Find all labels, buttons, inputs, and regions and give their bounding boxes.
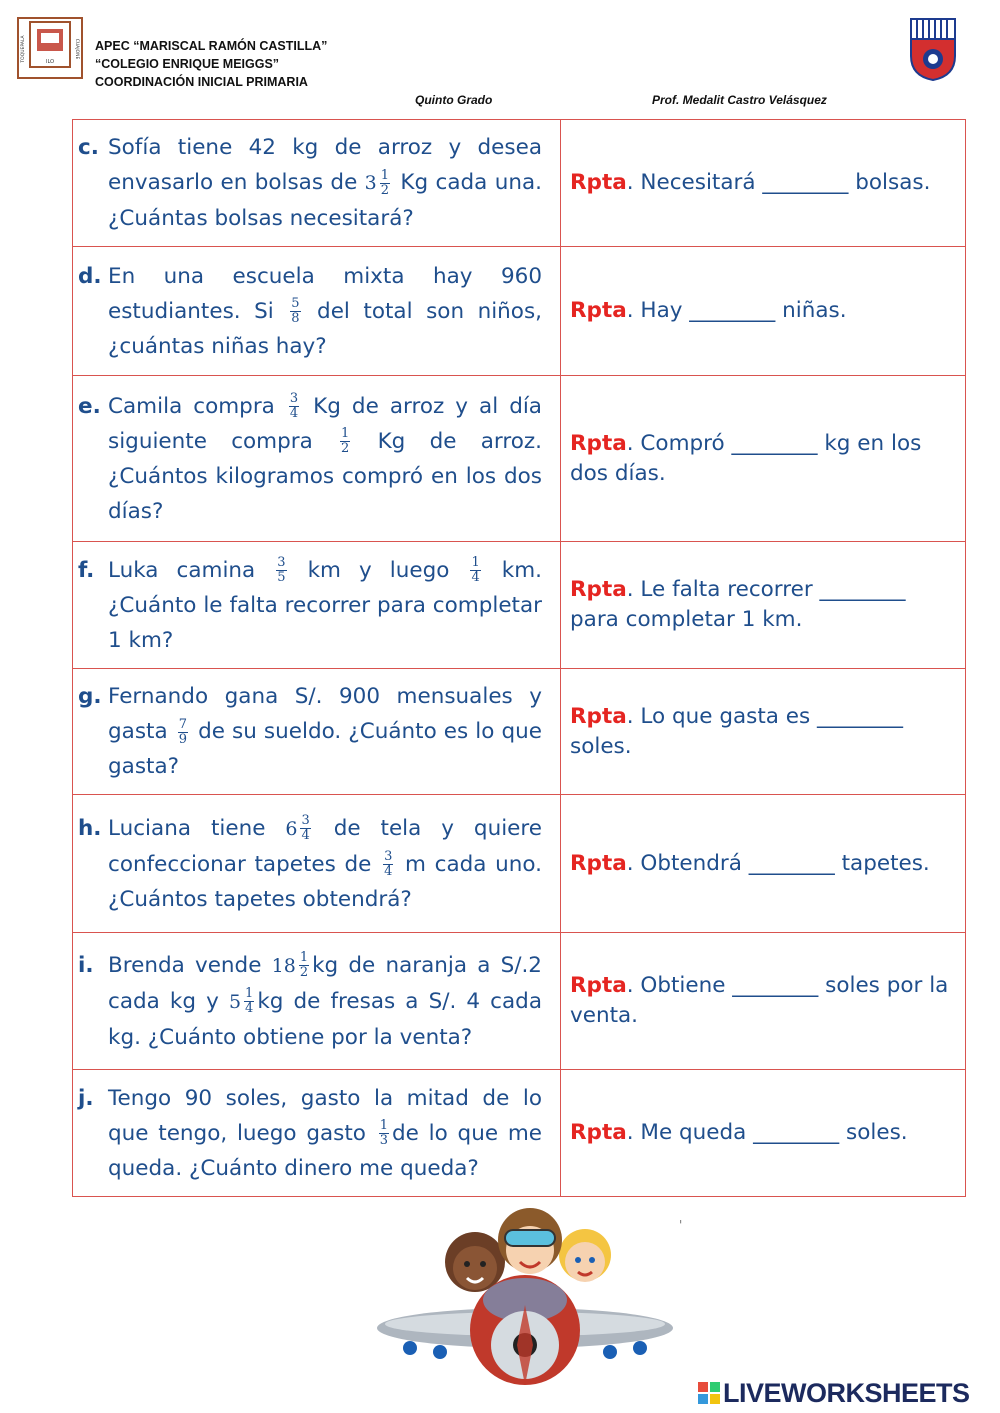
question-text: de su sueldo. ¿Cuánto es lo que gasta? xyxy=(108,719,543,779)
answer-cell[interactable] xyxy=(561,669,966,795)
crest-right-text: CUAJONE xyxy=(74,38,79,60)
answer-cell[interactable] xyxy=(561,795,966,933)
question-text: Kg de arroz. ¿Cuántos kilogramos compró en los dos días? xyxy=(108,428,543,524)
question-text: Fernando gana S/. 900 mensuales y gasta xyxy=(108,684,542,744)
problem-letter: d. xyxy=(78,263,102,289)
problems-table xyxy=(72,119,966,1197)
mixed-number-whole: 18 xyxy=(271,954,296,977)
liveworksheets-brand[interactable] xyxy=(698,1377,970,1409)
problem-letter: e. xyxy=(78,393,101,419)
table-row xyxy=(73,376,966,542)
fraction: $\frac{1}{2}$ xyxy=(380,167,390,198)
fraction: $\frac{1}{4}$ xyxy=(245,986,254,1016)
answer-text[interactable]: . Compró ________ kg en los dos días. xyxy=(570,430,922,486)
rpta-label: Rpta xyxy=(570,298,627,323)
rpta-label: Rpta xyxy=(570,577,627,602)
fraction: $\frac{1}{3}$ xyxy=(379,1118,389,1148)
fraction: $\frac{5}{8}$ xyxy=(291,296,300,326)
answer-text[interactable]: . Lo que gasta es ________ soles. xyxy=(570,703,904,759)
answer-cell[interactable] xyxy=(561,542,966,669)
rpta-label: Rpta xyxy=(570,1120,627,1145)
problem-letter: c. xyxy=(78,135,99,160)
stray-mark: ' xyxy=(679,1218,683,1232)
fraction: $\frac{3}{4}$ xyxy=(289,391,299,421)
answer-text[interactable]: . Obtendrá ________ tapetes. xyxy=(626,850,930,876)
question-text: Kg cada una. ¿Cuántas bolsas necesitará? xyxy=(108,170,542,231)
problem-letter: f. xyxy=(78,557,95,583)
liveworksheets-logo-icon xyxy=(698,1382,720,1404)
mixed-number-whole: 6 xyxy=(285,817,298,840)
question-text: kg de fresas a S/. 4 cada kg. ¿Cuánto obtiene por la venta? xyxy=(108,988,542,1050)
question-cell xyxy=(73,120,561,247)
answer-text[interactable]: . Le falta recorrer ________ para completar 1 km. xyxy=(570,577,906,632)
answer-cell[interactable] xyxy=(561,933,966,1070)
question-text: Camila compra xyxy=(108,393,286,419)
rpta-label: Rpta xyxy=(570,973,627,998)
school-shield-logo xyxy=(907,16,959,82)
question-cell xyxy=(73,247,561,376)
rpta-label: Rpta xyxy=(570,850,627,876)
question-text: m cada uno. ¿Cuántos tapetes obtendrá? xyxy=(108,851,542,912)
problem-letter: g. xyxy=(78,684,102,709)
question-text: km. ¿Cuánto le falta recorrer para completar 1 km? xyxy=(108,557,542,653)
question-text: Kg de arroz y al día siguiente compra xyxy=(108,393,542,454)
question-cell xyxy=(73,795,561,933)
fraction: $\frac{3}{4}$ xyxy=(384,849,393,879)
brand-text: LIVEWORKSHEETS xyxy=(723,1377,970,1408)
question-cell xyxy=(73,669,561,795)
header-line-2: “COLEGIO ENRIQUE MEIGGS” xyxy=(95,57,280,71)
question-text: del total son niños, ¿cuántas niñas hay? xyxy=(108,298,542,359)
question-cell xyxy=(73,1070,561,1197)
table-row xyxy=(73,933,966,1070)
answer-text[interactable]: . Necesitará ________ bolsas. xyxy=(626,170,931,195)
answer-text[interactable]: . Me queda ________ soles. xyxy=(626,1120,908,1145)
fraction: $\frac{7}{9}$ xyxy=(178,716,187,747)
header-line-1: APEC “MARISCAL RAMÓN CASTILLA” xyxy=(95,39,328,53)
problem-letter: h. xyxy=(78,815,102,841)
question-cell xyxy=(73,376,561,542)
teacher-name: Prof. Medalit Castro Velásquez xyxy=(652,93,827,107)
question-cell xyxy=(73,542,561,669)
crest-left-text: TOQUEPALA xyxy=(21,35,26,63)
question-text: km y luego xyxy=(289,557,468,583)
table-row xyxy=(73,247,966,376)
question-text: Sofía tiene 42 kg de arroz y desea envasarlo en bolsas de xyxy=(108,135,542,195)
problem-letter: j. xyxy=(78,1085,94,1111)
question-text: Brenda vende xyxy=(108,952,272,978)
question-text: En una escuela mixta hay 960 estudiantes. Si xyxy=(108,263,542,324)
answer-cell[interactable] xyxy=(561,120,966,247)
table-row xyxy=(73,795,966,933)
question-cell xyxy=(73,933,561,1070)
fraction: $\frac{1}{2}$ xyxy=(299,950,309,980)
kids-airplane-illustration xyxy=(375,1200,675,1395)
answer-cell[interactable] xyxy=(561,376,966,542)
rpta-label: Rpta xyxy=(570,703,627,729)
answer-cell[interactable] xyxy=(561,247,966,376)
rpta-label: Rpta xyxy=(570,430,627,456)
question-text: de tela y quiere confeccionar tapetes de xyxy=(108,815,542,877)
school-header xyxy=(95,37,327,91)
crest-bottom-text: ILO xyxy=(45,59,55,65)
question-text: kg de naranja a S/.2 cada kg y xyxy=(108,952,542,1014)
header-line-3: COORDINACIÓN INICIAL PRIMARIA xyxy=(95,75,308,89)
table-row xyxy=(73,120,966,247)
problem-letter: i. xyxy=(78,952,94,978)
question-text: Luciana tiene xyxy=(108,815,286,841)
question-text: de lo que me queda. ¿Cuánto dinero me queda? xyxy=(108,1120,542,1181)
answer-text[interactable]: . Hay ________ niñas. xyxy=(626,298,847,323)
fraction: $\frac{3}{4}$ xyxy=(301,813,310,843)
fraction: $\frac{1}{4}$ xyxy=(471,555,480,585)
rpta-label: Rpta xyxy=(570,170,627,195)
mixed-number-whole: 5 xyxy=(228,990,242,1013)
answer-cell[interactable] xyxy=(561,1070,966,1197)
grade-label: Quinto Grado xyxy=(415,93,493,107)
question-text: Tengo 90 soles, gasto la mitad de lo que tengo, luego gasto xyxy=(108,1085,542,1146)
table-row xyxy=(73,669,966,795)
answer-text[interactable]: . Obtiene ________ soles por la venta. xyxy=(570,973,949,1028)
school-crest-logo xyxy=(17,17,83,79)
fraction: $\frac{1}{2}$ xyxy=(341,426,350,456)
table-row xyxy=(73,1070,966,1197)
fraction: $\frac{3}{5}$ xyxy=(277,555,286,585)
question-text: Luka camina xyxy=(108,557,274,583)
mixed-number-whole: 3 xyxy=(364,172,377,194)
table-row xyxy=(73,542,966,669)
